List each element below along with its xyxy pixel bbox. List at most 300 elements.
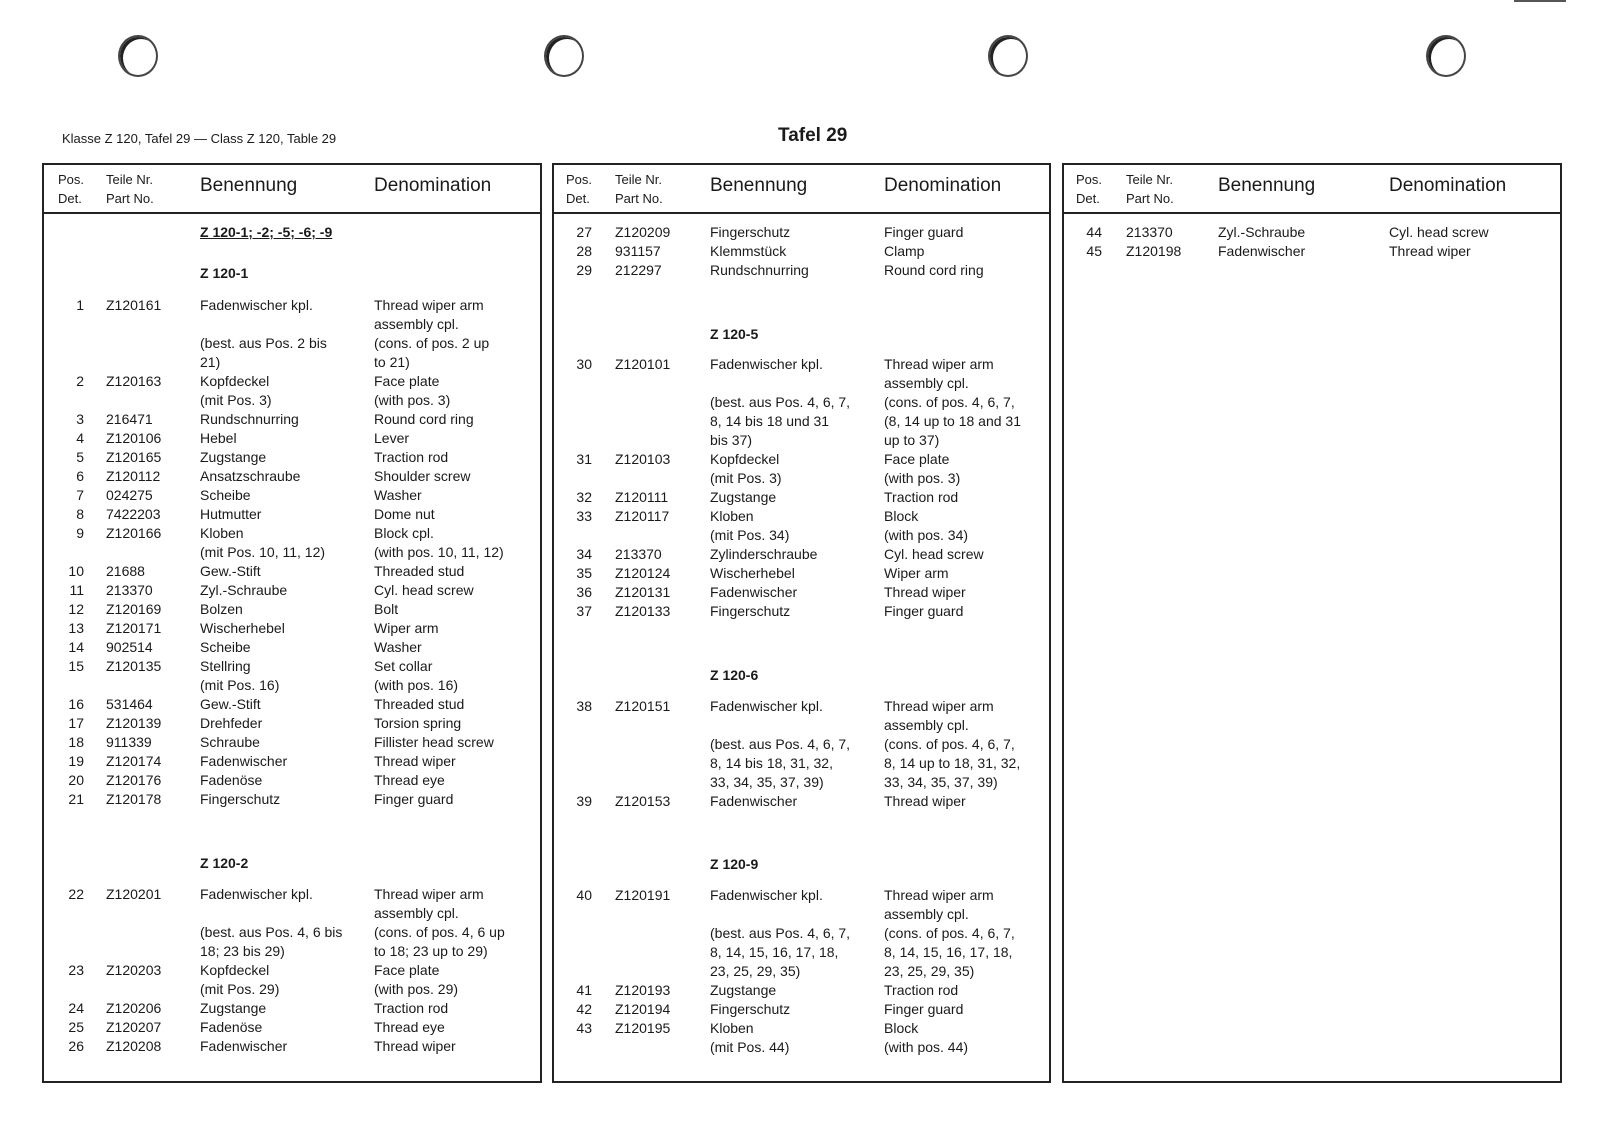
pos-det-header: Pos. Det. [58,172,85,206]
pos-cell: 17 [68,715,84,731]
benennung-cell: Kloben [200,525,244,541]
part-no-cell: 212297 [615,262,662,278]
table-row [554,697,1049,716]
pos-cell: 16 [68,696,84,712]
table-row [44,353,540,372]
denomination-cell: 23, 25, 29, 35) [884,963,975,979]
table-row [554,507,1049,526]
pos-cell: 15 [68,658,84,674]
pos-cell: 30 [576,356,592,372]
pos-cell: 19 [68,753,84,769]
table-row [554,488,1049,507]
denomination-cell: 8, 14 up to 18, 31, 32, [884,755,1021,771]
table-row [554,962,1049,981]
table-row [554,469,1049,488]
denomination-cell: Dome nut [374,506,435,522]
part-no-cell: 216471 [106,411,153,427]
part-no-cell: Z120106 [106,430,162,446]
part-no-cell: Z120193 [615,982,671,998]
benennung-cell: Fadenwischer kpl. [200,297,313,313]
denomination-cell: Round cord ring [374,411,474,427]
table-row [554,602,1049,621]
denomination-cell: Thread wiper arm [374,297,484,313]
denomination-cell: Traction rod [374,1000,449,1016]
denomination-cell: Block cpl. [374,525,434,541]
table-row [554,735,1049,754]
pos-cell: 36 [576,584,592,600]
benennung-cell: Zugstange [710,982,777,998]
table-row [44,733,540,752]
section-title: Z 120-1; -2; -5; -6; -9 [200,224,333,240]
benennung-cell: Scheibe [200,639,251,655]
benennung-cell: Hebel [200,430,237,446]
part-no-cell: Z120153 [615,793,671,809]
part-no-header: Teile Nr. Part No. [106,172,154,206]
benennung-cell: Kopfdeckel [200,373,270,389]
part-no-cell: 902514 [106,639,153,655]
table-row [44,486,540,505]
table-row [44,372,540,391]
column-header-row [44,165,540,214]
benennung-cell: Schraube [200,734,260,750]
denomination-cell: Clamp [884,243,925,259]
benennung-cell: Fadenwischer kpl. [200,886,313,902]
benennung-cell: Fadenwischer [1218,243,1306,259]
denomination-cell: (cons. of pos. 4, 6 up [374,924,505,940]
benennung-cell: (mit Pos. 44) [710,1039,790,1055]
part-no-cell: Z120131 [615,584,671,600]
pos-cell: 6 [76,468,84,484]
part-no-cell: Z120171 [106,620,162,636]
part-no-cell: Z120198 [1126,243,1182,259]
denomination-cell: (with pos. 3) [374,392,451,408]
denomination-cell: Cyl. head screw [884,546,984,562]
pos-cell: 28 [576,243,592,259]
part-no-cell: Z120161 [106,297,162,313]
benennung-cell: (best. aus Pos. 4, 6, 7, [710,925,851,941]
benennung-cell: Fadenwischer [710,793,798,809]
part-no-cell: 213370 [615,546,662,562]
benennung-cell: 21) [200,354,221,370]
table-row [44,980,540,999]
denomination-cell: (with pos. 29) [374,981,459,997]
denomination-cell: assembly cpl. [884,717,969,733]
denomination-cell: Traction rod [884,489,959,505]
denomination-header: Denomination [374,175,492,196]
table-row [554,981,1049,1000]
benennung-cell: Scheibe [200,487,251,503]
part-no-cell: Z120206 [106,1000,162,1016]
table-row [44,410,540,429]
denomination-cell: (with pos. 16) [374,677,459,693]
benennung-cell: (best. aus Pos. 4, 6, 7, [710,736,851,752]
benennung-cell: (mit Pos. 10, 11, 12) [200,544,326,560]
pos-cell: 20 [68,772,84,788]
benennung-cell: Kloben [710,508,754,524]
benennung-cell: Kopfdeckel [200,962,270,978]
table-row [44,391,540,410]
class-table-caption: Klasse Z 120, Tafel 29 — Class Z 120, Table 29 [62,131,337,146]
denomination-cell: (with pos. 34) [884,527,969,543]
denomination-cell: up to 37) [884,432,940,448]
table-row [554,886,1049,905]
denomination-cell: Bolt [374,601,399,617]
denomination-cell: Traction rod [374,449,449,465]
table-row [44,790,540,809]
part-no-cell: Z120117 [615,508,670,524]
table-row [554,412,1049,431]
denomination-cell: Thread wiper [884,793,966,809]
benennung-cell: (mit Pos. 34) [710,527,790,543]
pos-cell: 1 [76,297,84,313]
table-row [44,752,540,771]
benennung-cell: 23, 25, 29, 35) [710,963,801,979]
pos-cell: 2 [76,373,84,389]
denomination-cell: Threaded stud [374,563,465,579]
benennung-cell: (mit Pos. 29) [200,981,280,997]
parts-table-panel-1 [42,163,542,1083]
benennung-cell: Fadenwischer [710,584,798,600]
section-title: Z 120-6 [710,667,759,683]
table-row [44,543,540,562]
benennung-cell: Zugstange [200,1000,267,1016]
denomination-cell: Threaded stud [374,696,465,712]
part-no-header: Teile Nr. Part No. [1126,172,1174,206]
denomination-cell: Lever [374,430,410,446]
pos-cell: 34 [576,546,592,562]
table-row [44,334,540,353]
table-row [44,581,540,600]
denomination-cell: assembly cpl. [374,905,459,921]
part-no-cell: Z120207 [106,1019,162,1035]
table-row [554,1019,1049,1038]
table-row [554,431,1049,450]
pos-cell: 8 [76,506,84,522]
pos-cell: 31 [576,451,592,467]
benennung-cell: 8, 14, 15, 16, 17, 18, [710,944,839,960]
part-no-cell: 21688 [106,563,145,579]
pos-cell: 42 [576,1001,592,1017]
denomination-cell: Thread wiper arm [374,886,484,902]
benennung-cell: bis 37) [710,432,753,448]
table-row [554,716,1049,735]
denomination-cell: Round cord ring [884,262,984,278]
part-no-cell: Z120166 [106,525,162,541]
pos-cell: 14 [68,639,84,655]
benennung-cell: Drehfeder [200,715,263,731]
table-row [554,1038,1049,1057]
pos-cell: 4 [76,430,84,446]
table-row [44,619,540,638]
benennung-header: Benennung [1218,175,1316,196]
part-no-cell: 024275 [106,487,153,503]
pos-cell: 43 [576,1020,592,1036]
table-row [554,1000,1049,1019]
table-row [44,657,540,676]
benennung-cell: Zylinderschraube [710,546,818,562]
denomination-cell: to 21) [374,354,410,370]
denomination-cell: Thread wiper [884,584,966,600]
table-row [44,885,540,904]
benennung-cell: Fadenwischer kpl. [710,356,823,372]
benennung-cell: 18; 23 bis 29) [200,943,285,959]
pos-cell: 11 [69,582,84,598]
table-row [44,505,540,524]
pos-cell: 5 [76,449,84,465]
pos-cell: 29 [576,262,592,278]
benennung-cell: Rundschnurring [200,411,299,427]
benennung-cell: Gew.-Stift [200,563,261,579]
part-no-cell: Z120165 [106,449,162,465]
table-row [44,315,540,334]
benennung-cell: 8, 14 bis 18, 31, 32, [710,755,833,771]
benennung-cell: Zyl.-Schraube [1218,224,1306,240]
denomination-cell: assembly cpl. [884,906,969,922]
part-no-cell: Z120124 [615,565,671,581]
benennung-cell: Zugstange [710,489,777,505]
benennung-header: Benennung [200,175,298,196]
pos-cell: 3 [76,411,84,427]
benennung-cell: Zyl.-Schraube [200,582,288,598]
part-no-cell: Z120163 [106,373,162,389]
part-no-cell: 213370 [1126,224,1173,240]
pos-cell: 23 [68,962,84,978]
part-no-cell: Z120169 [106,601,162,617]
table-row [554,261,1049,280]
section-title: Z 120-1 [200,265,249,281]
part-no-cell: Z120133 [615,603,671,619]
part-no-cell: Z120178 [106,791,162,807]
benennung-cell: Zugstange [200,449,267,465]
denomination-header: Denomination [884,175,1002,196]
table-row [554,905,1049,924]
table-row [44,923,540,942]
denomination-cell: Thread eye [374,1019,445,1035]
benennung-cell: (mit Pos. 3) [710,470,782,486]
table-row [1064,223,1560,242]
pos-cell: 33 [576,508,592,524]
table-row [554,355,1049,374]
pos-cell: 45 [1086,243,1102,259]
denomination-cell: Finger guard [374,791,454,807]
table-row [44,695,540,714]
punch-hole-4 [1426,35,1466,77]
pos-cell: 24 [68,1000,84,1016]
part-no-cell: Z120209 [615,224,671,240]
denomination-cell: (cons. of pos. 4, 6, 7, [884,736,1015,752]
denomination-cell: assembly cpl. [884,375,969,391]
part-no-cell: Z120101 [615,356,671,372]
denomination-cell: 8, 14, 15, 16, 17, 18, [884,944,1013,960]
table-row [44,1018,540,1037]
denomination-cell: (cons. of pos. 2 up [374,335,490,351]
denomination-cell: Washer [374,487,422,503]
benennung-cell: (best. aus Pos. 4, 6 bis [200,924,343,940]
denomination-cell: Finger guard [884,1001,964,1017]
part-no-cell: Z120201 [106,886,162,902]
denomination-cell: Thread wiper arm [884,887,994,903]
section-heading [554,325,1049,344]
benennung-cell: Stellring [200,658,251,674]
table-row [44,448,540,467]
denomination-header: Denomination [1389,175,1507,196]
benennung-cell: Gew.-Stift [200,696,261,712]
benennung-cell: Fingerschutz [710,224,791,240]
top-edge-mark [1514,0,1566,2]
pos-cell: 13 [68,620,84,636]
pos-cell: 38 [576,698,592,714]
part-no-cell: 213370 [106,582,153,598]
benennung-cell: (mit Pos. 3) [200,392,272,408]
pos-cell: 22 [68,886,84,902]
pos-cell: 25 [68,1019,84,1035]
benennung-cell: Wischerhebel [710,565,795,581]
pos-det-header: Pos. Det. [566,172,593,206]
part-no-cell: Z120174 [106,753,162,769]
denomination-cell: Torsion spring [374,715,462,731]
section-heading [554,855,1049,874]
benennung-cell: Hutmutter [200,506,262,522]
benennung-cell: (mit Pos. 16) [200,677,280,693]
part-no-cell: Z120112 [106,468,161,484]
table-row [44,600,540,619]
table-row [44,429,540,448]
benennung-cell: 8, 14 bis 18 und 31 [710,413,830,429]
benennung-cell: Rundschnurring [710,262,809,278]
denomination-cell: Thread wiper [374,753,456,769]
part-no-cell: 531464 [106,696,153,712]
benennung-cell: Bolzen [200,601,243,617]
benennung-cell: Fingerschutz [710,1001,791,1017]
denomination-cell: Thread wiper [374,1038,456,1054]
table-row [554,943,1049,962]
denomination-cell: (with pos. 3) [884,470,961,486]
table-row [554,754,1049,773]
denomination-cell: Face plate [374,962,440,978]
table-row [44,467,540,486]
part-no-cell: Z120203 [106,962,162,978]
denomination-cell: Finger guard [884,224,964,240]
benennung-cell: (best. aus Pos. 4, 6, 7, [710,394,851,410]
table-row [554,223,1049,242]
part-no-cell: Z120139 [106,715,162,731]
table-row [44,524,540,543]
section-heading [44,854,540,873]
denomination-cell: Finger guard [884,603,964,619]
denomination-cell: Cyl. head screw [374,582,474,598]
part-no-header: Teile Nr. Part No. [615,172,663,206]
table-row [554,242,1049,261]
pos-cell: 27 [576,224,592,240]
table-row [44,904,540,923]
denomination-cell: Thread wiper [1389,243,1471,259]
table-row [44,942,540,961]
table-row [554,564,1049,583]
part-no-cell: 911339 [106,734,152,750]
denomination-cell: Set collar [374,658,433,674]
part-no-cell: Z120103 [615,451,671,467]
denomination-cell: Thread wiper arm [884,356,994,372]
table-row [554,773,1049,792]
part-no-cell: Z120208 [106,1038,162,1054]
parts-table-panel-3 [1062,163,1562,1083]
benennung-cell: (best. aus Pos. 2 bis [200,335,327,351]
section-heading [554,666,1049,685]
pos-cell: 39 [576,793,592,809]
denomination-cell: assembly cpl. [374,316,459,332]
benennung-cell: Fadenwischer [200,753,288,769]
pos-cell: 26 [68,1038,84,1054]
table-row [44,676,540,695]
benennung-cell: Fadenwischer kpl. [710,887,823,903]
denomination-cell: Block [884,508,919,524]
punch-hole-1 [118,35,158,77]
denomination-cell: Face plate [884,451,950,467]
benennung-cell: Fadenwischer kpl. [710,698,823,714]
denomination-cell: (cons. of pos. 4, 6, 7, [884,394,1015,410]
pos-cell: 21 [68,791,84,807]
table-row [554,924,1049,943]
pos-cell: 41 [576,982,592,998]
part-no-cell: Z120194 [615,1001,671,1017]
part-no-cell: 7422203 [106,506,161,522]
benennung-cell: Fadenöse [200,772,263,788]
denomination-cell: Wiper arm [374,620,439,636]
table-row [44,961,540,980]
denomination-cell: Block [884,1020,919,1036]
benennung-cell: Fadenwischer [200,1038,288,1054]
benennung-cell: Fadenöse [200,1019,263,1035]
pos-cell: 18 [68,734,84,750]
denomination-cell: Thread eye [374,772,445,788]
table-row [44,999,540,1018]
section-heading [44,223,540,242]
pos-cell: 12 [68,601,84,617]
section-title: Z 120-5 [710,326,759,342]
part-no-cell: Z120176 [106,772,162,788]
table-row [44,771,540,790]
column-header-row [1064,165,1560,214]
punch-hole-2 [544,35,584,77]
column-header-row [554,165,1049,214]
section-title: Z 120-2 [200,855,249,871]
table-row [1064,242,1560,261]
table-row [44,562,540,581]
pos-cell: 40 [576,887,592,903]
pos-cell: 44 [1086,224,1102,240]
denomination-cell: Thread wiper arm [884,698,994,714]
benennung-cell: 33, 34, 35, 37, 39) [710,774,824,790]
table-row [554,545,1049,564]
table-row [554,792,1049,811]
part-no-cell: 931157 [615,243,661,259]
part-no-cell: Z120191 [615,887,671,903]
table-row [44,296,540,315]
parts-table-panel-2 [552,163,1051,1083]
denomination-cell: to 18; 23 up to 29) [374,943,488,959]
table-row [44,1037,540,1056]
denomination-cell: Wiper arm [884,565,949,581]
table-row [554,583,1049,602]
pos-cell: 10 [68,563,84,579]
benennung-cell: Fingerschutz [710,603,791,619]
table-row [44,714,540,733]
table-row [554,526,1049,545]
table-row [554,450,1049,469]
section-heading [44,264,540,283]
benennung-header: Benennung [710,175,808,196]
denomination-cell: Washer [374,639,422,655]
